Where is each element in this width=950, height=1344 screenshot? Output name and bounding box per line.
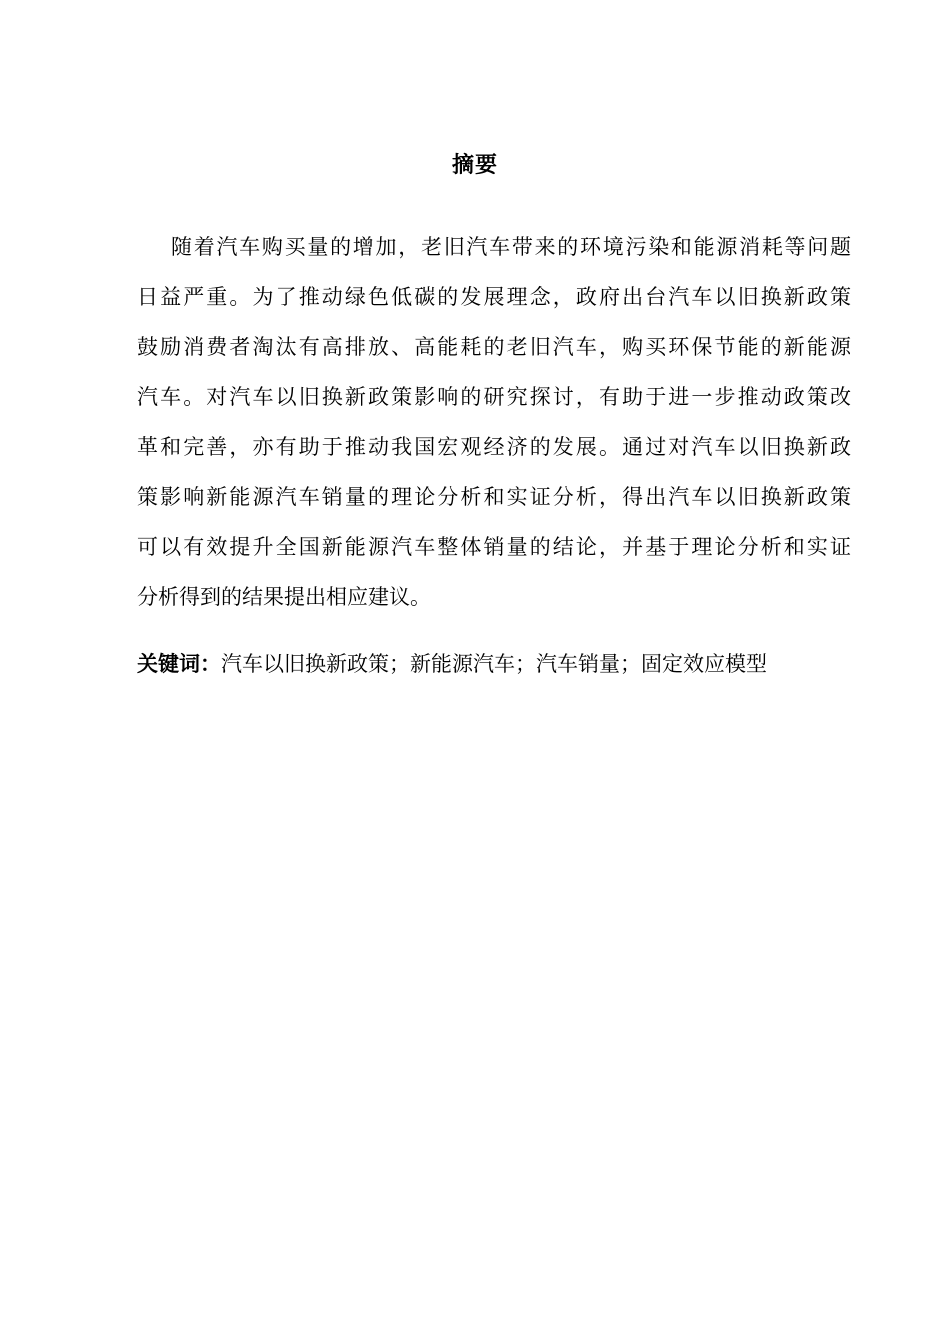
abstract-line: 革和完善，亦有助于推动我国宏观经济的发展。通过对汽车以旧换新政 <box>137 435 851 459</box>
keywords-value: 汽车以旧换新政策；新能源汽车；汽车销量；固定效应模型 <box>221 652 767 676</box>
abstract-line: 随着汽车购买量的增加，老旧汽车带来的环境污染和能源消耗等问题 <box>171 235 851 259</box>
abstract-title: 摘要 <box>451 153 498 178</box>
abstract-line: 汽车。对汽车以旧换新政策影响的研究探讨，有助于进一步推动政策改 <box>137 385 851 409</box>
keywords-row <box>137 646 851 682</box>
abstract-line: 策影响新能源汽车销量的理论分析和实证分析，得出汽车以旧换新政策 <box>137 485 851 509</box>
keywords-label: 关键词： <box>137 652 221 676</box>
abstract-line: 日益严重。为了推动绿色低碳的发展理念，政府出台汽车以旧换新政策 <box>137 285 851 309</box>
abstract-line: 分析得到的结果提出相应建议。 <box>137 585 431 609</box>
abstract-line: 可以有效提升全国新能源汽车整体销量的结论，并基于理论分析和实证 <box>137 535 851 559</box>
abstract-body <box>137 222 851 622</box>
abstract-line: 鼓励消费者淘汰有高排放、高能耗的老旧汽车，购买环保节能的新能源 <box>137 335 851 359</box>
